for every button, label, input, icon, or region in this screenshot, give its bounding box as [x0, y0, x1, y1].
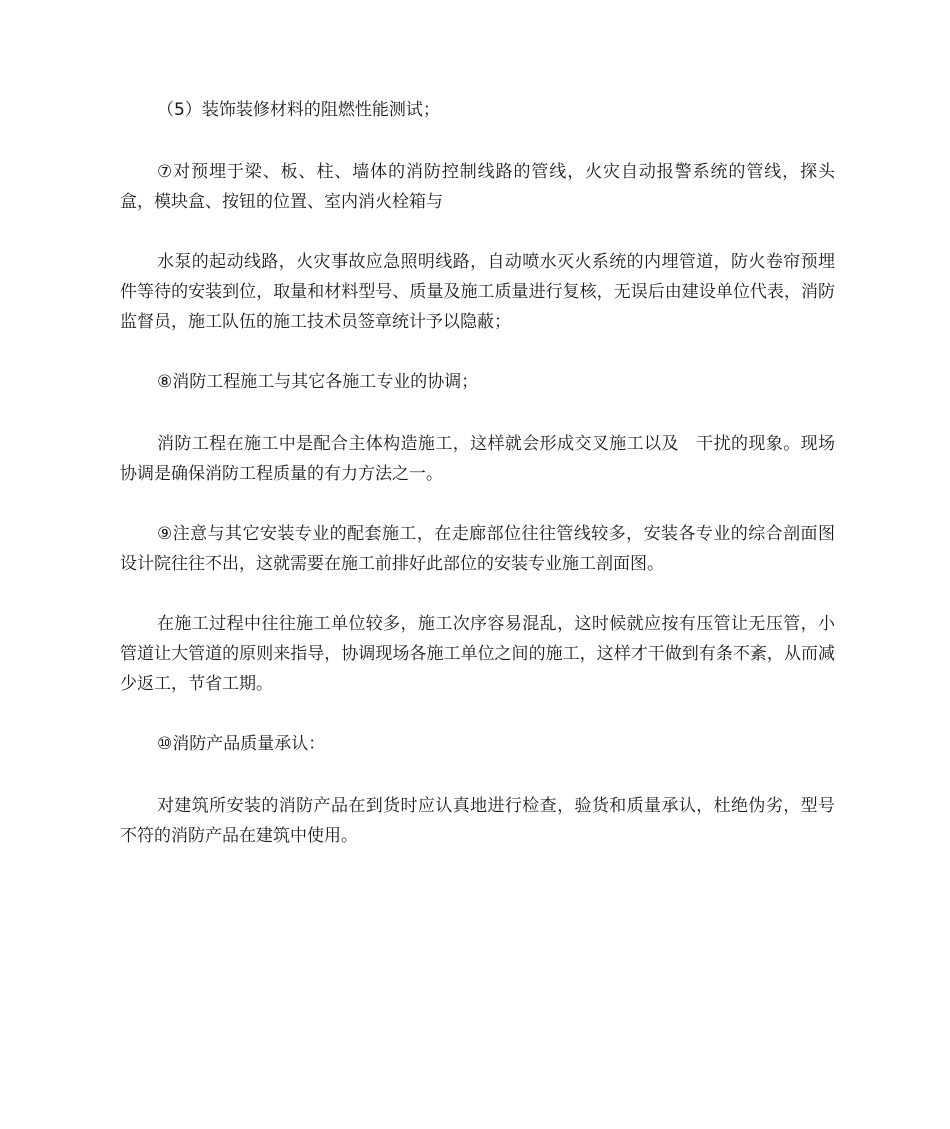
paragraph-7: 在施工过程中往往施工单位较多，施工次序容易混乱，这时候就应按有压管让无压管，小管道让大管道的原则来指导，协调现场各施工单位之间的施工，这样才干做到有条不紊，从而减少返工，节省工期。: [120, 614, 835, 694]
paragraph-9: 对建筑所安装的消防产品在到货时应认真地进行检查，验货和质量承认，杜绝伪劣，型号不符的消防产品在建筑中使用。: [120, 796, 835, 846]
paragraph-1: （5）装饰装修材料的阻燃性能测试；: [157, 100, 440, 120]
paragraph-5: 消防工程在施工中是配合主体构造施工，这样就会形成交叉施工以及 干扰的现象。现场协调是确保消防工程质量的有力方法之一。: [120, 434, 835, 484]
paragraph-4: ⑧消防工程施工与其它各施工专业的协调；: [157, 372, 479, 392]
paragraph-2: ⑦对预埋于梁、板、柱、墙体的消防控制线路的管线，火灾自动报警系统的管线，探头盒，模块盒、按钮的位置、室内消火栓箱与: [120, 162, 835, 212]
paragraph-6: ⑨注意与其它安装专业的配套施工，在走廊部位往往管线较多，安装各专业的综合剖面图设计院往往不出，这就需要在施工前排好此部位的安装专业施工剖面图。: [120, 524, 835, 574]
paragraph-8: ⑩消防产品质量承认：: [157, 734, 326, 754]
paragraph-3: 水泵的起动线路，火灾事故应急照明线路，自动喷水灭火系统的内埋管道，防火卷帘预埋件等待的安装到位，取量和材料型号、质量及施工质量进行复核，无误后由建设单位代表，消防监督员，施工队伍的施工技术员签章统计予以隐蔽；: [120, 252, 835, 332]
